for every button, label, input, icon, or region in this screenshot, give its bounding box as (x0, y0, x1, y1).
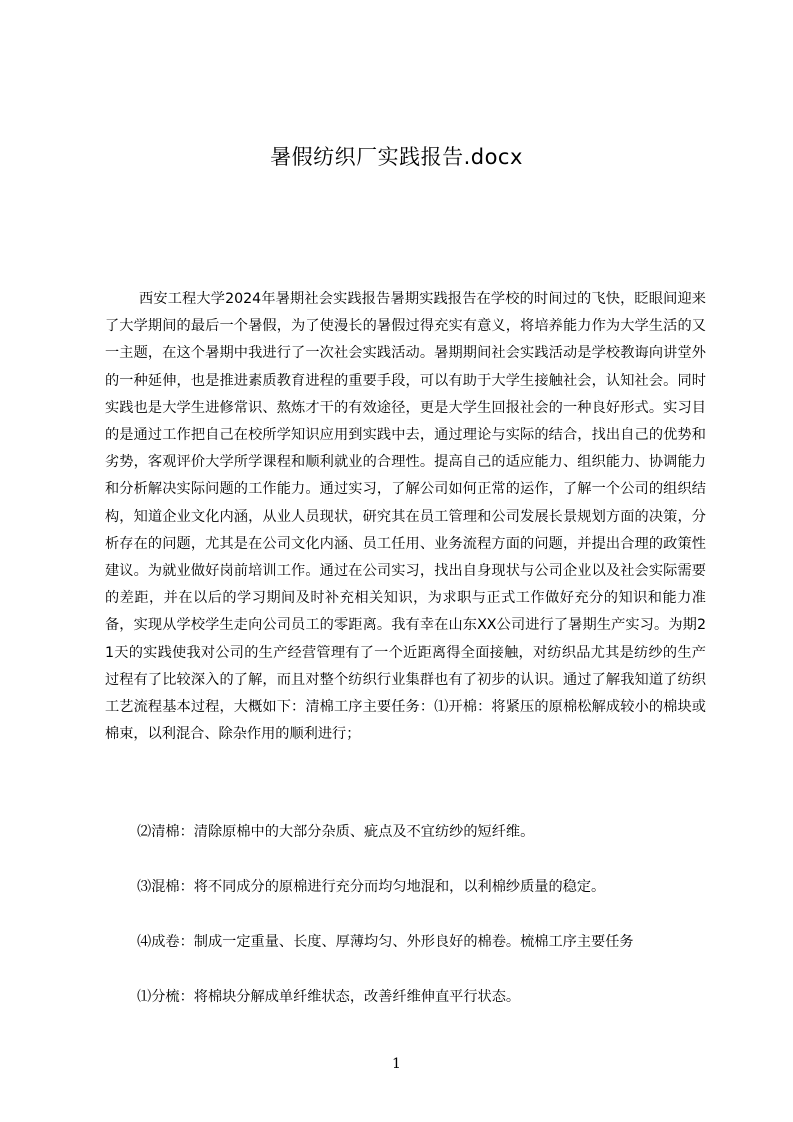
list-item-mixing: ⑶混棉：将不同成分的原棉进行充分而均匀地混和，以利棉纱质量的稳定。 (137, 879, 606, 895)
page-number: 1 (392, 1056, 401, 1072)
list-item-cleaning: ⑵清棉：清除原棉中的大部分杂质、疵点及不宜纺纱的短纤维。 (137, 824, 535, 840)
body-paragraph: 西安工程大学2024年暑期社会实践报告暑期实践报告在学校的时间过的飞快，眨眼间迎来了大学期间的最后一个暑假，为了使漫长的暑假过得充实有意义，将培养能力作为大学生活的又一主题，在这个暑期中我进行了一次社会实践活动。暑期期间社会实践活动是学校教诲向讲堂外的一种延伸，也是推进素质教育进程的重要手段，可以有助于大学生接触社会，认知社会。同时实践也是大学生进修常识、熬炼才干的有效途径，更是大学生回报社会的一种良好形式。实习目的是通过工作把自己在校所学知识应用到实践中去，通过理论与实际的结合，找出自己的优势和劣势，客观评价大学所学课程和顺利就业的合理性。提高自己的适应能力、组织能力、协调能力和分析解决实际问题的工作能力。通过实习，了解公司如何正常的运作，了解一个公司的组织结构，知道企业文化内涵，从业人员现状，研究其在员工管理和公司发展长景规划方面的决策，分析存在的问题，尤其是在公司文化内涵、员工任用、业务流程方面的问题，并提出合理的政策性建议。为就业做好岗前培训工作。通过在公司实习，找出自身现状与公司企业以及社会实际需要的差距，并在以后的学习期间及时补充相关知识，为求职与正式工作做好充分的知识和能力准备，实现从学校学生走向公司员工的零距离。我有幸在山东XX公司进行了暑期生产实习。为期21天的实践使我对公司的生产经营管理有了一个近距离得全面接触，对纺织品尤其是纺纱的生产过程有了比较深入的了解，而且对整个纺织行业集群也有了初步的认识。通过了解我知道了纺织工艺流程基本过程，大概如下：清棉工序主要任务：⑴开棉：将紧压的原棉松解成较小的棉块或棉束，以利混合、除杂作用的顺利进行； (105, 291, 706, 743)
list-item-lapping: ⑷成卷：制成一定重量、长度、厚薄均匀、外形良好的棉卷。梳棉工序主要任务 (137, 934, 634, 950)
list-item-carding: ⑴分梳：将棉块分解成单纤维状态，改善纤维伸直平行状态。 (137, 989, 521, 1005)
document-title: 暑假纺织厂实践报告.docx (270, 145, 523, 169)
